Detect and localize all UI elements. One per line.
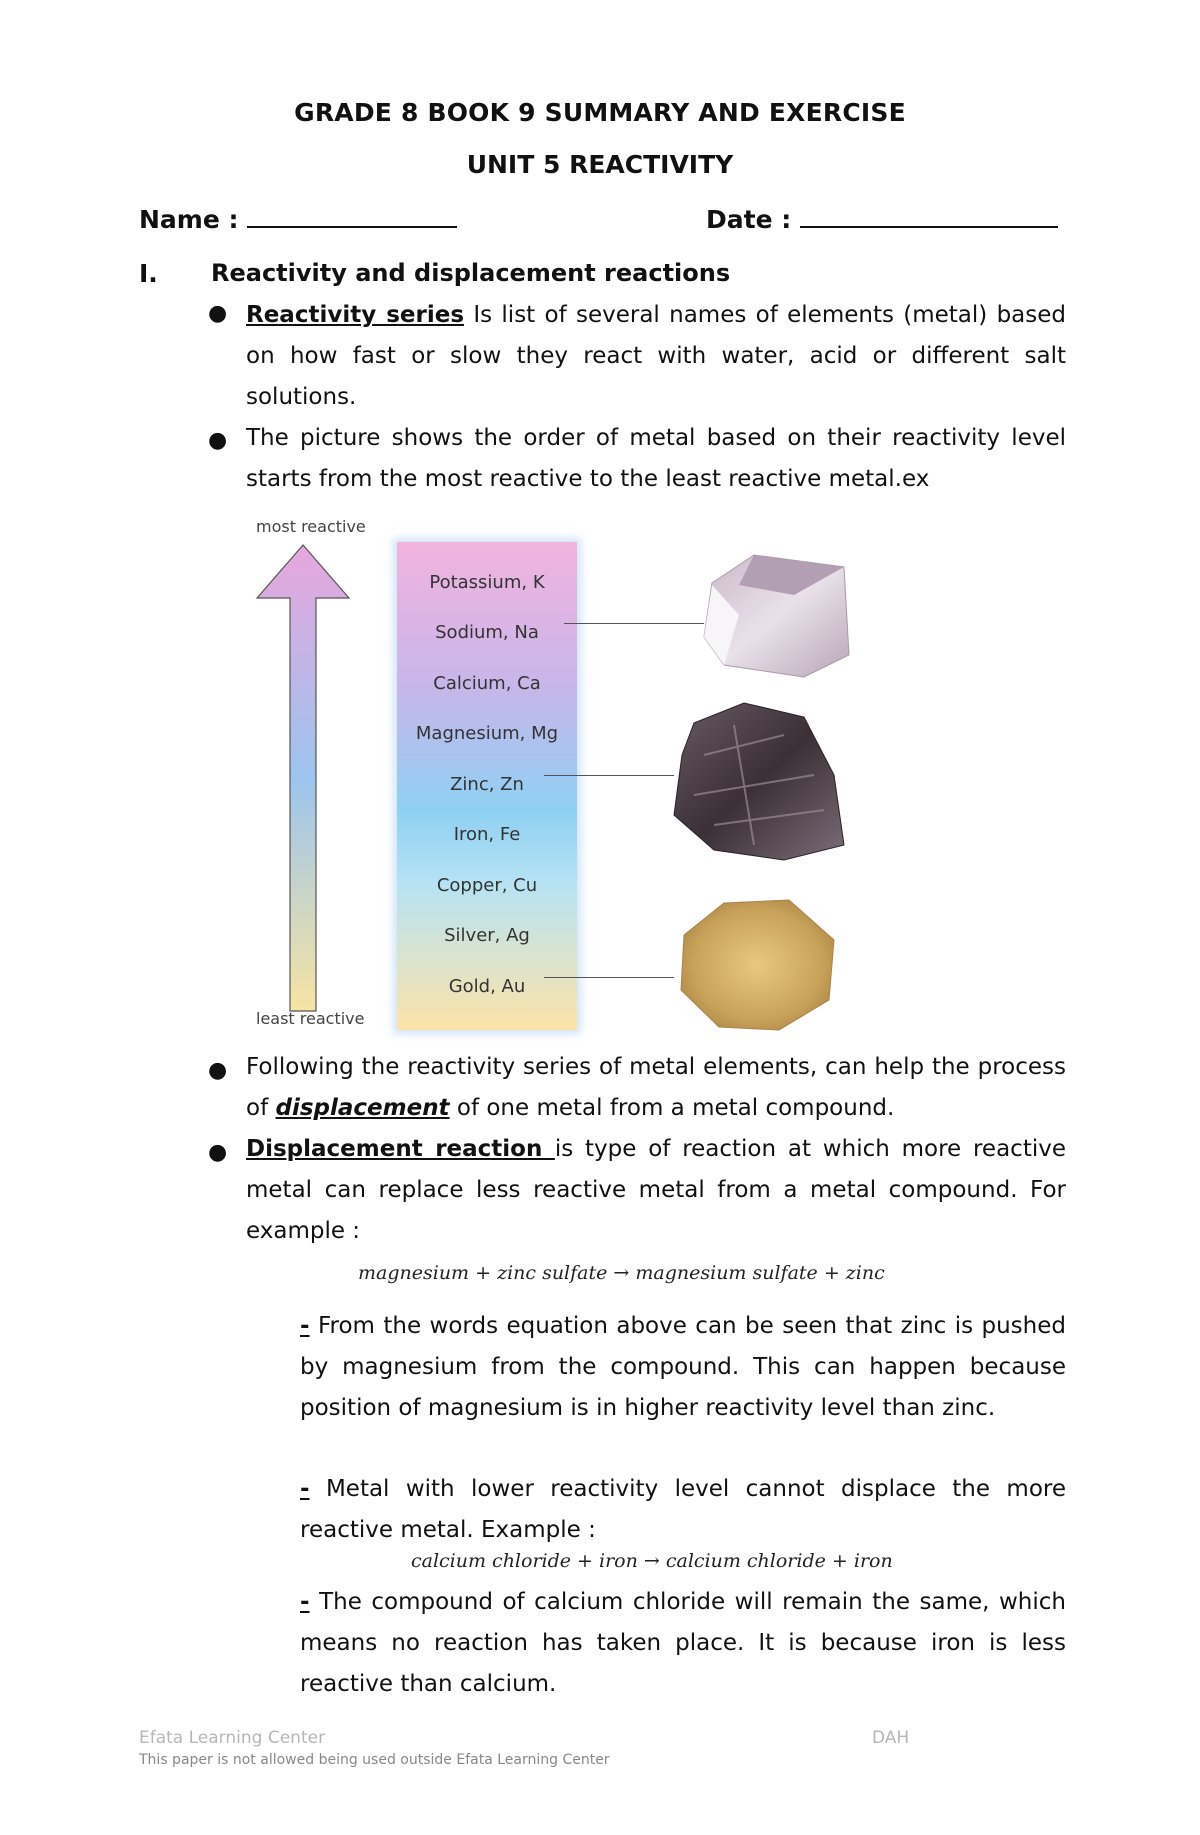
sodium-sample-image (684, 545, 854, 685)
metal-calcium: Calcium, Ca (433, 673, 541, 694)
section-title: Reactivity and displacement reactions (211, 259, 731, 287)
leader-line (564, 623, 704, 624)
metal-iron: Iron, Fe (453, 824, 521, 845)
leader-line (544, 977, 674, 978)
reactivity-arrow-icon (254, 543, 364, 1018)
term-reactivity-series: Reactivity series (246, 302, 465, 328)
gold-sample-image (669, 895, 849, 1035)
bullet-text: of one metal from a metal compound. (449, 1095, 895, 1121)
name-row (139, 204, 457, 234)
bullet-reactivity-series (246, 295, 1066, 418)
bullet-dot: ● (208, 428, 228, 453)
subpoint-text: From the words equation above can be seen that zinc is pushed by magnesium from the compound. This can happen because position of magnesium is in higher reactivity level than zinc. (300, 1313, 1066, 1421)
section-number: I. (139, 259, 158, 288)
metal-magnesium: Magnesium, Mg (415, 723, 559, 744)
bullet-dot: ● (208, 1140, 228, 1165)
date-row (706, 204, 1058, 234)
subpoint-zinc-pushed (300, 1306, 1066, 1429)
bullet-text: is type of reaction at which more reactive metal can replace less reactive metal from a metal compound. For example : (246, 1136, 1066, 1244)
date-label: Date : (706, 205, 792, 234)
metal-silver: Silver, Ag (444, 925, 530, 946)
date-blank (800, 204, 1058, 228)
word-equation-2: calcium chloride + iron → calcium chloride + iron (411, 1550, 893, 1572)
bullet-text: Following the reactivity series of metal elements, can help the process of (246, 1054, 1066, 1121)
term-displacement-reaction: Displacement reaction (246, 1136, 555, 1162)
unit-title: UNIT 5 REACTIVITY (466, 150, 734, 179)
term-displacement: displacement (275, 1095, 450, 1121)
reactivity-series-figure (244, 515, 894, 1035)
metal-gold: Gold, Au (448, 976, 526, 997)
subpoint-lower-reactivity (300, 1469, 1066, 1551)
word-equation-1: magnesium + zinc sulfate → magnesium sulfate + zinc (358, 1262, 885, 1284)
name-blank (247, 204, 457, 228)
bullet-displacement-reaction (246, 1129, 1066, 1252)
footer-initials: DAH (872, 1728, 910, 1748)
dash-marker: - (300, 1476, 310, 1502)
least-reactive-label: least reactive (256, 1009, 365, 1028)
dash-marker: - (300, 1589, 310, 1615)
subpoint-text: The compound of calcium chloride will remain the same, which means no reaction has taken place. It is because iron is less reactive than calcium. (300, 1589, 1066, 1697)
zinc-sample-image (664, 695, 864, 865)
page-title: GRADE 8 BOOK 9 SUMMARY AND EXERCISE (294, 98, 906, 127)
subpoint-no-reaction (300, 1582, 1066, 1705)
metal-potassium: Potassium, K (429, 572, 545, 593)
footer-center-name: Efata Learning Center (139, 1728, 326, 1748)
metal-copper: Copper, Cu (436, 875, 538, 896)
bullet-text: Is list of several names of elements (metal) based on how fast or slow they react with water, acid or different salt solutions. (246, 302, 1067, 410)
bullet-displacement-help (246, 1047, 1066, 1129)
dash-marker: - (300, 1313, 310, 1339)
bullet-picture-note: The picture shows the order of metal based on their reactivity level starts from the most reactive to the least reactive metal.ex (246, 425, 1066, 492)
footer-notice: This paper is not allowed being used outside Efata Learning Center (139, 1752, 610, 1768)
bullet-dot: ● (208, 301, 228, 326)
most-reactive-label: most reactive (256, 517, 366, 536)
name-label: Name : (139, 205, 239, 234)
bullet-dot: ● (208, 1058, 228, 1083)
subpoint-text: Metal with lower reactivity level cannot displace the more reactive metal. Example : (300, 1476, 1066, 1543)
metal-sodium: Sodium, Na (435, 622, 539, 643)
leader-line (544, 775, 674, 776)
metal-list (397, 542, 577, 1030)
metal-zinc: Zinc, Zn (450, 774, 524, 795)
